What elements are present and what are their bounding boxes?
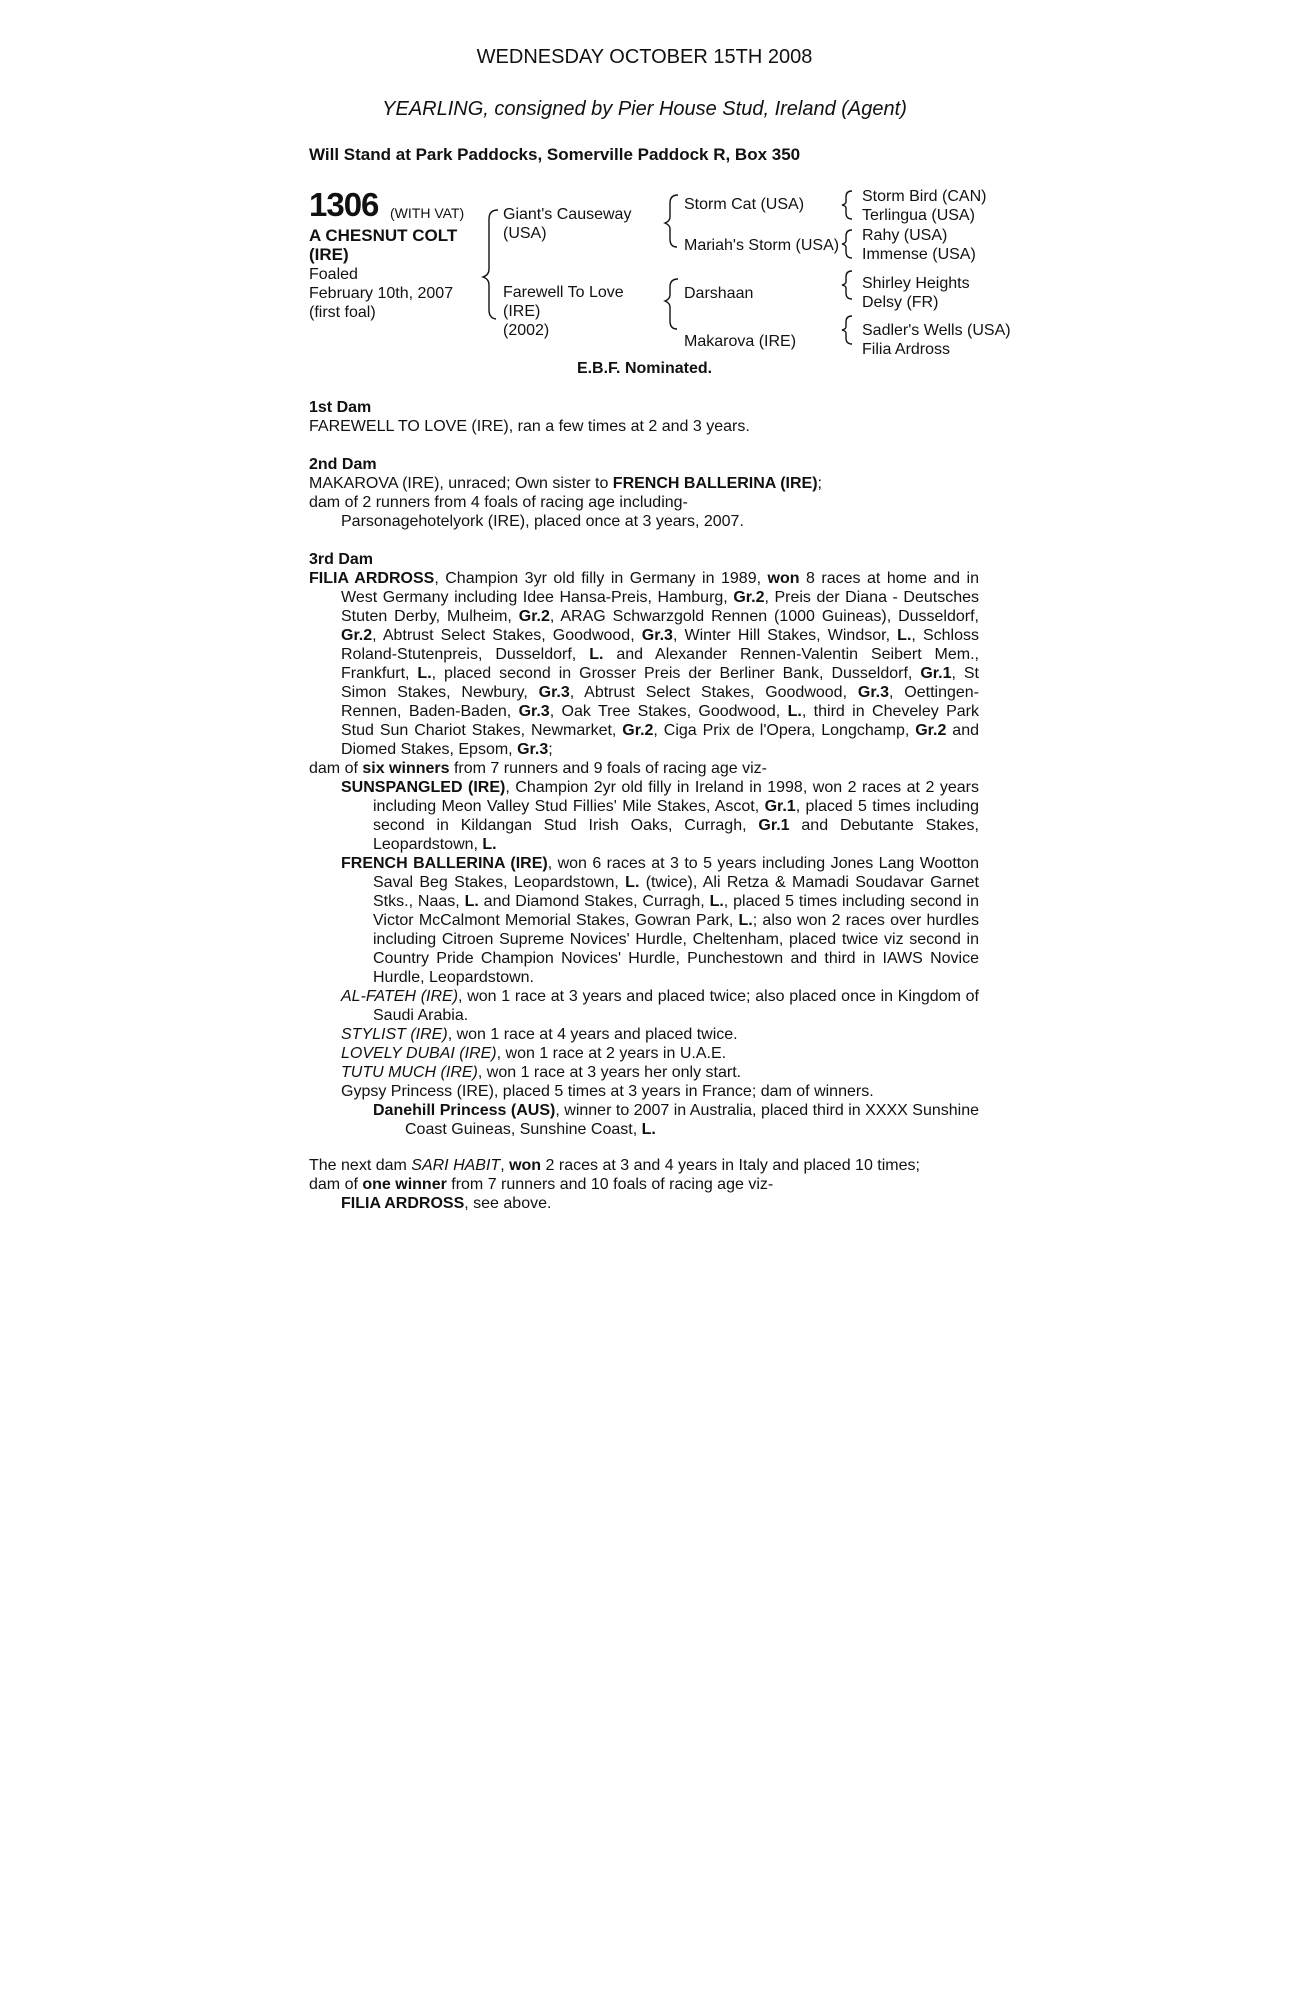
pedigree-gen3-5: Shirley Heights (862, 275, 970, 292)
gen3-bracket-1 (842, 191, 852, 219)
lot-description-line1: A CHESNUT COLT (309, 226, 458, 245)
sale-date: WEDNESDAY OCTOBER 15TH 2008 (476, 46, 813, 68)
second-dam-line2: dam of 2 runners from 4 foals of racing age including- (309, 494, 688, 511)
foal-note: (first foal) (309, 304, 376, 321)
lot-description-line2: (IRE) (309, 245, 349, 264)
vat-note: (WITH VAT) (390, 205, 465, 221)
filia-ardross-produce: dam of six winners from 7 runners and 9 foals of racing age viz- (309, 760, 768, 777)
dam-origin: (IRE) (503, 303, 541, 320)
next-dam-section (309, 1156, 979, 1213)
main-bracket (483, 210, 498, 319)
stylist-record: STYLIST (IRE), won 1 race at 4 years and placed twice. (341, 1026, 738, 1043)
next-dam-line1: The next dam SARI HABIT, won 2 races at 3 and 4 years in Italy and placed 10 times; (309, 1157, 920, 1174)
dam-name: Farewell To Love (503, 284, 624, 301)
lot-number: 1306 (309, 186, 379, 223)
pedigree-gen3-6: Delsy (FR) (862, 294, 939, 311)
pedigree-dam (503, 283, 624, 340)
dam-bracket (665, 279, 678, 329)
pedigree-sire-dam: Mariah's Storm (USA) (684, 237, 840, 254)
sunspangled-record: SUNSPANGLED (IRE), Champion 2yr old filly in Ireland in 1998, won 2 races at 2 years including Meon Valley Stud Fillies' Mile Stakes, Ascot, Gr.1, placed 5 times including second in Kildangan Stud Irish Oaks, Curragh, Gr.1 and Debutante Stakes, Leopardstown, L. (341, 779, 980, 853)
next-dam-progeny: FILIA ARDROSS, see above. (341, 1195, 552, 1212)
pedigree-gen3-4: Immense (USA) (862, 246, 976, 263)
stand-location: Will Stand at Park Paddocks, Somerville Paddock R, Box 350 (309, 145, 801, 164)
foaled-info (309, 265, 453, 322)
pedigree-dam-dam: Makarova (IRE) (684, 333, 797, 350)
pedigree-dam-sire: Darshaan (684, 285, 754, 302)
sire-bracket (665, 195, 678, 247)
pedigree-sire-sire: Storm Cat (USA) (684, 196, 805, 213)
consignment-line: YEARLING, consigned by Pier House Stud, Ireland (Agent) (382, 98, 907, 120)
pedigree-gen3-1: Storm Bird (CAN) (862, 188, 987, 205)
lot-description (309, 226, 479, 264)
filia-ardross-record: FILIA ARDROSS, Champion 3yr old filly in Germany in 1989, won 8 races at home and in West Germany including Idee Hansa-Preis, Hamburg, Gr.2, Preis der Diana - Deutsches Stuten Derby, Mulheim, Gr.2, ARAG Schwarzgold Rennen (1000 Guineas), Dusseldorf, Gr.2, Abtrust Select Stakes, Goodwood, Gr.3, Winter Hill Stakes, Windsor, L., Schloss Roland-Stutenpreis, Dusseldorf, L. and Alexander Rennen-Valentin Seibert Mem., Frankfurt, L., placed second in Grosser Preis der Berliner Bank, Dusseldorf, Gr.1, St Simon Stakes, Newbury, Gr.3, Abtrust Select Stakes, Goodwood, Gr.3, Oettingen-Rennen, Baden-Baden, Gr.3, Oak Tree Stakes, Goodwood, L., third in Cheveley Park Stud Sun Chariot Stakes, Newmarket, Gr.2, Ciga Prix de l'Opera, Longchamp, Gr.2 and Diomed Stakes, Epsom, Gr.3; (309, 570, 980, 758)
gen3-bracket-3 (842, 271, 852, 299)
dam-year: (2002) (503, 322, 550, 339)
pedigree-gen3-3: Rahy (USA) (862, 227, 948, 244)
sire-name: Giant's Causeway (503, 206, 632, 223)
sire-origin: (USA) (503, 225, 547, 242)
french-ballerina-record: FRENCH BALLERINA (IRE), won 6 races at 3 to 5 years including Jones Lang Wootton Saval Beg Stakes, Leopardstown, L. (twice), Ali Retza & Mamadi Soudavar Garnet Stks., Naas, L. and Diamond Stakes, Curragh, L., placed 5 times including second in Victor McCalmont Memorial Stakes, Gowran Park, L.; also won 2 races over hurdles including Citroen Supreme Novices' Hurdle, Cheltenham, placed twice viz second in Country Pride Champion Novices' Hurdle, Punchestown and third in IAWS Novice Hurdle, Leopardstown. (341, 855, 980, 986)
gen3-bracket-4 (842, 316, 852, 344)
third-dam-heading: 3rd Dam (309, 551, 374, 568)
danehill-princess-record: Danehill Princess (AUS), winner to 2007 in Australia, placed third in XXXX Sunshine Coast Guineas, Sunshine Coast, L. (373, 1102, 979, 1138)
pedigree-sire (503, 205, 631, 243)
gypsy-princess-record: Gypsy Princess (IRE), placed 5 times at 3 years in France; dam of winners. (341, 1083, 874, 1100)
second-dam-line1: MAKAROVA (IRE), unraced; Own sister to FRENCH BALLERINA (IRE); (309, 475, 822, 492)
gen3-bracket-2 (842, 230, 852, 258)
pedigree-gen3-2: Terlingua (USA) (862, 207, 975, 224)
pedigree-gen3-7: Sadler's Wells (USA) (862, 322, 1011, 339)
al-fateh-record: AL-FATEH (IRE), won 1 race at 3 years and placed twice; also placed once in Kingdom of Saudi Arabia. (341, 988, 979, 1024)
ebf-nominated: E.B.F. Nominated. (576, 360, 713, 377)
next-dam-line2: dam of one winner from 7 runners and 10 foals of racing age viz- (309, 1176, 774, 1193)
tutu-much-record: TUTU MUCH (IRE), won 1 race at 3 years her only start. (341, 1064, 742, 1081)
second-dam-section (309, 455, 979, 531)
first-dam-text: FAREWELL TO LOVE (IRE), ran a few times at 2 and 3 years. (309, 418, 750, 435)
lovely-dubai-record: LOVELY DUBAI (IRE), won 1 race at 2 years in U.A.E. (341, 1045, 727, 1062)
foaled-label: Foaled (309, 266, 358, 283)
pedigree-gen3-8: Filia Ardross (862, 341, 951, 358)
second-dam-heading: 2nd Dam (309, 456, 377, 473)
foaled-date: February 10th, 2007 (309, 285, 454, 302)
second-dam-progeny: Parsonagehotelyork (IRE), placed once at 3 years, 2007. (341, 513, 744, 530)
first-dam-heading: 1st Dam (309, 399, 372, 416)
third-dam-section (309, 550, 979, 1139)
first-dam-section (309, 398, 979, 436)
